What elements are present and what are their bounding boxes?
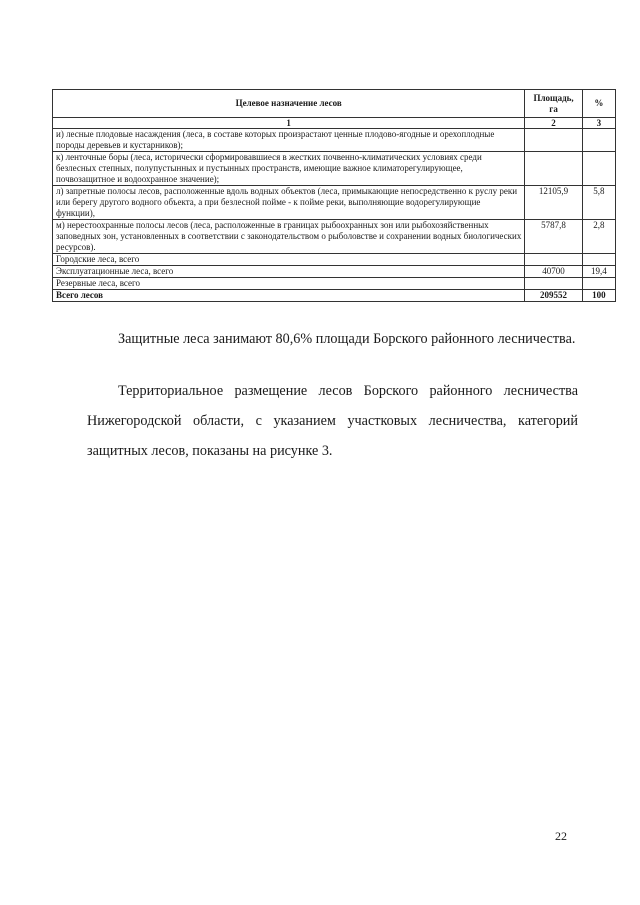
- row-percent: 2,8: [582, 220, 615, 254]
- forest-purpose-table: [52, 89, 616, 302]
- table-total-row: [53, 290, 616, 302]
- row-area: 12105,9: [525, 186, 582, 220]
- row-area: 5787,8: [525, 220, 582, 254]
- row-percent: [582, 254, 615, 266]
- row-percent: [582, 278, 615, 290]
- table-row: [53, 254, 616, 266]
- table-header-row: [53, 90, 616, 118]
- row-percent: 5,8: [582, 186, 615, 220]
- table-row: [53, 220, 616, 254]
- row-purpose: и) лесные плодовые насаждения (леса, в составе которых произрастают ценные плодово-ягодные и орехоплодные породы деревьев и кустарников);: [53, 129, 525, 152]
- row-purpose: Эксплуатационные леса, всего: [53, 266, 525, 278]
- column-number: 2: [525, 118, 582, 129]
- paragraph-territorial-placement: Территориальное размещение лесов Борского районного лесничества Нижегородской области, с указанием участковых лесничества, категорий защитных лесов, показаны на рисунке 3.: [87, 383, 578, 459]
- header-purpose: Целевое назначение лесов: [53, 90, 525, 118]
- row-area: [525, 152, 582, 186]
- table-row: [53, 152, 616, 186]
- row-purpose: м) нерестоохранные полосы лесов (леса, расположенные в границах рыбоохранных зон или рыбохозяйственных заповедных зон, установленных в соответствии с законодательством о рыболовстве и сохранении водных биологических ресурсов).: [53, 220, 525, 254]
- table-row: [53, 266, 616, 278]
- total-percent: 100: [582, 290, 615, 302]
- row-purpose: Городские леса, всего: [53, 254, 525, 266]
- column-number-row: [53, 118, 616, 129]
- row-area: [525, 129, 582, 152]
- paragraph-protective-forests: Защитные леса занимают 80,6% площади Борского районного лесничества.: [118, 331, 576, 347]
- table-row: [53, 186, 616, 220]
- row-purpose: Резервные леса, всего: [53, 278, 525, 290]
- row-area: [525, 278, 582, 290]
- table-row: [53, 278, 616, 290]
- page-number: 22: [555, 829, 567, 843]
- row-area: [525, 254, 582, 266]
- table-row: [53, 129, 616, 152]
- row-percent: [582, 129, 615, 152]
- row-purpose: л) запретные полосы лесов, расположенные вдоль водных объектов (леса, примыкающие непосредственно к руслу реки или берегу другого водного объекта, а при безлесной пойме - к пойме реки, выполняющие водорегулирующие функции),: [53, 186, 525, 220]
- column-number: 3: [582, 118, 615, 129]
- total-area: 209552: [525, 290, 582, 302]
- header-area: Площадь, га: [525, 90, 582, 118]
- column-number: 1: [53, 118, 525, 129]
- row-area: 40700: [525, 266, 582, 278]
- header-percent: %: [582, 90, 615, 118]
- row-percent: 19,4: [582, 266, 615, 278]
- row-percent: [582, 152, 615, 186]
- row-purpose: к) ленточные боры (леса, исторически сформировавшиеся в жестких почвенно-климатических условиях среди безлесных степных, полупустынных и пустынных пространств, имеющие важное климаторегулирующее, почвозащитное и водоохранное значение);: [53, 152, 525, 186]
- total-label: Всего лесов: [53, 290, 525, 302]
